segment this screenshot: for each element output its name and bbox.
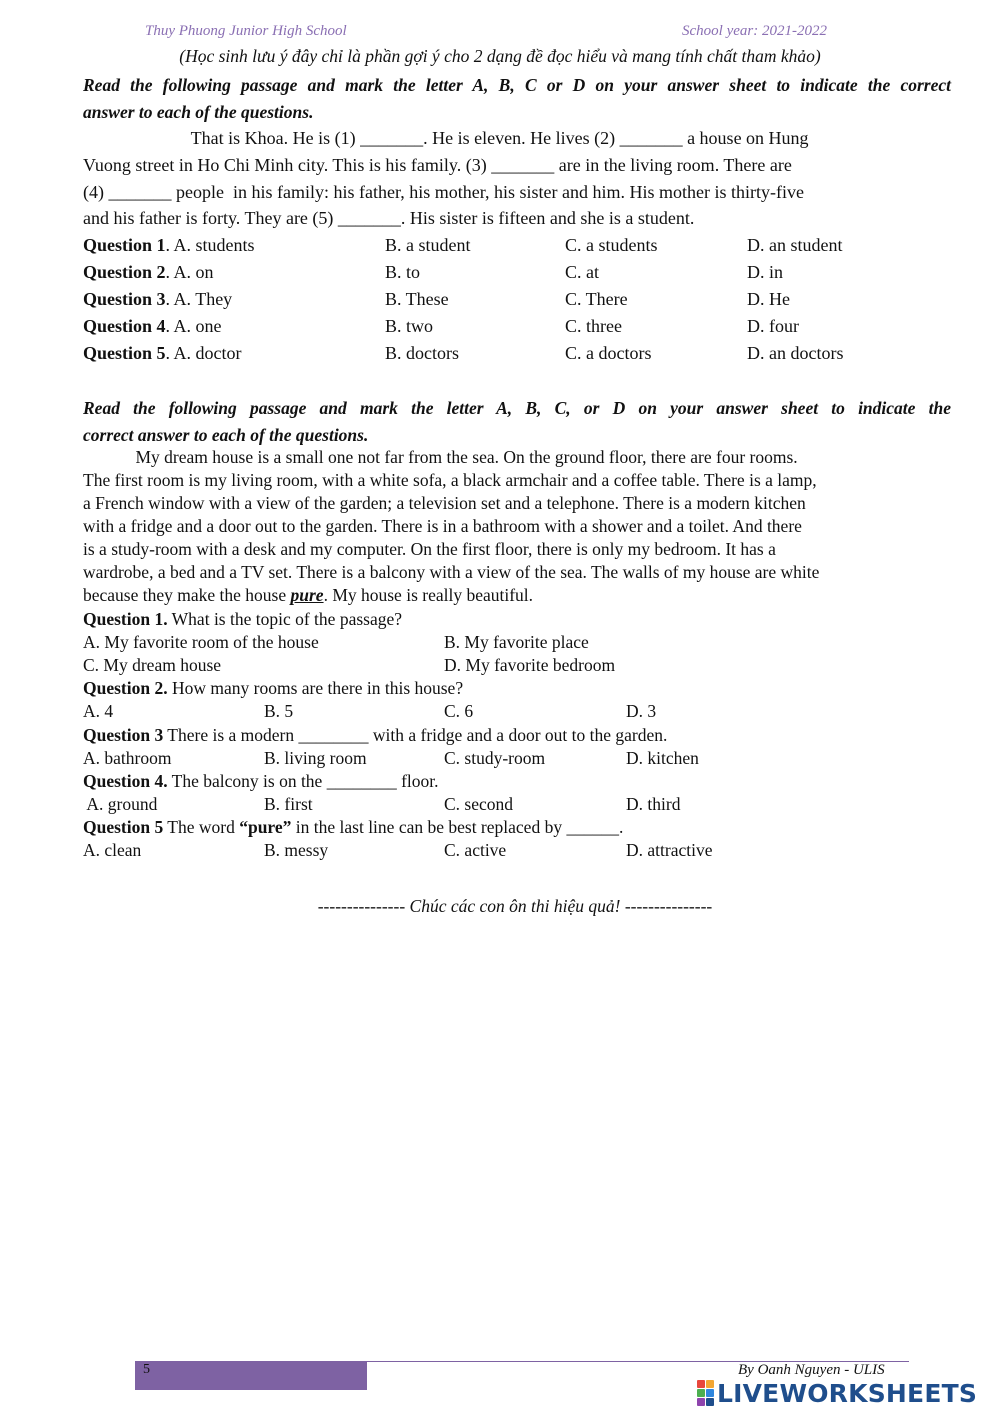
- question-row: [83, 343, 963, 367]
- option-a[interactable]: . A. one: [165, 316, 222, 336]
- school-year: School year: 2021-2022: [682, 23, 827, 39]
- option-c[interactable]: C. active: [444, 840, 507, 860]
- passage2-line: [83, 585, 533, 606]
- option-a[interactable]: A. 4: [83, 701, 114, 721]
- option-b[interactable]: B. doctors: [385, 343, 459, 363]
- option-d[interactable]: D. attractive: [626, 840, 713, 860]
- option-a[interactable]: A. bathroom: [83, 748, 172, 768]
- passage2-line: is a study-room with a desk and my computer. On the first floor, there is only my bedroom. It has a: [83, 539, 776, 559]
- passage2-line: The first room is my living room, with a white sofa, a black armchair and a coffee table. There is a lamp,: [83, 470, 817, 490]
- school-name: Thuy Phuong Junior High School: [145, 23, 347, 39]
- question-text: What is the topic of the passage?: [167, 609, 403, 629]
- question-row: [83, 289, 963, 313]
- question-stem: [83, 771, 439, 792]
- options-row: [83, 840, 963, 863]
- option-b[interactable]: B. living room: [264, 748, 367, 768]
- option-d[interactable]: D. 3: [626, 701, 657, 721]
- liveworksheets-icon: [697, 1380, 715, 1407]
- instruction-line: correct answer to each of the questions.: [83, 425, 369, 445]
- option-a[interactable]: . A. on: [165, 262, 214, 282]
- option-c[interactable]: C. at: [565, 262, 599, 282]
- option-d[interactable]: D. four: [747, 316, 799, 336]
- author-credit: By Oanh Nguyen - ULIS: [738, 1362, 885, 1378]
- instruction-line: Read the following passage and mark the letter A, B, C or D on your answer sheet to indicate the correct: [83, 75, 951, 95]
- option-a[interactable]: . A. students: [165, 235, 255, 255]
- question-stem: [83, 678, 463, 699]
- options-row: [83, 748, 963, 771]
- quoted-word: “pure”: [239, 817, 292, 837]
- passage1-line: and his father is forty. They are (5) _______. His sister is fifteen and she is a student.: [83, 208, 695, 228]
- question-label: Question 2: [83, 262, 166, 282]
- passage1-line: (4) _______ people in his family: his father, his mother, his sister and him. His mother is thirty-five: [83, 182, 804, 202]
- passage1-line: Vuong street in Ho Chi Minh city. This is his family. (3) _______ are in the living room. There are: [83, 155, 792, 175]
- section1-instruction: [83, 72, 951, 126]
- option-a[interactable]: A. My favorite room of the house: [83, 632, 319, 652]
- page-number: 5: [143, 1362, 150, 1377]
- passage2-line: with a fridge and a door out to the garden. There is in a bathroom with a shower and a toilet. And there: [83, 516, 802, 536]
- passage2-line: My dream house is a small one not far from the sea. On the ground floor, there are four rooms.: [83, 447, 798, 467]
- option-c[interactable]: C. second: [444, 794, 514, 814]
- options-row: [83, 655, 963, 678]
- closing-message: --------------- Chúc các con ôn thi hiệu quả! ---------------: [317, 896, 713, 916]
- option-c[interactable]: C. My dream house: [83, 655, 222, 675]
- option-d[interactable]: D. My favorite bedroom: [444, 655, 616, 675]
- option-c[interactable]: C. 6: [444, 701, 474, 721]
- question-label: Question 3: [83, 289, 166, 309]
- question-stem: [83, 725, 667, 746]
- option-b[interactable]: B. a student: [385, 235, 471, 255]
- passage-text: . My house is really beautiful.: [323, 585, 534, 605]
- options-row: [83, 794, 963, 817]
- passage1-line: That is Khoa. He is (1) _______. He is eleven. He lives (2) _______ a house on Hung: [83, 128, 809, 148]
- option-d[interactable]: D. third: [626, 794, 681, 814]
- option-c[interactable]: C. a students: [565, 235, 658, 255]
- option-b[interactable]: B. These: [385, 289, 449, 309]
- option-d[interactable]: D. He: [747, 289, 790, 309]
- question-row: [83, 316, 963, 340]
- question-label: Question 3: [83, 725, 164, 745]
- option-d[interactable]: D. an student: [747, 235, 843, 255]
- section2-instruction: [83, 395, 951, 449]
- option-a[interactable]: . A. They: [165, 289, 233, 309]
- option-b[interactable]: B. My favorite place: [444, 632, 589, 652]
- question-row: [83, 262, 963, 286]
- liveworksheets-logo[interactable]: [697, 1378, 977, 1408]
- question-row: [83, 235, 963, 259]
- option-b[interactable]: B. to: [385, 262, 421, 282]
- question-label: Question 1.: [83, 609, 168, 629]
- option-a[interactable]: A. ground: [83, 794, 158, 814]
- footer-bar: [135, 1361, 367, 1390]
- option-b[interactable]: B. two: [385, 316, 434, 336]
- option-b[interactable]: B. 5: [264, 701, 294, 721]
- instruction-line: answer to each of the questions.: [83, 102, 314, 122]
- option-b[interactable]: B. first: [264, 794, 313, 814]
- option-b[interactable]: B. messy: [264, 840, 329, 860]
- question-label: Question 5: [83, 817, 164, 837]
- question-label: Question 2.: [83, 678, 168, 698]
- question-label: Question 5: [83, 343, 166, 363]
- option-c[interactable]: C. There: [565, 289, 628, 309]
- question-text: The balcony is on the ________ floor.: [167, 771, 439, 791]
- question-stem: [83, 609, 402, 630]
- highlight-word-pure: pure: [290, 585, 324, 605]
- question-text: How many rooms are there in this house?: [167, 678, 464, 698]
- option-c[interactable]: C. a doctors: [565, 343, 652, 363]
- liveworksheets-wordmark: LIVEWORKSHEETS: [717, 1378, 978, 1408]
- question-label: Question 1: [83, 235, 166, 255]
- option-c[interactable]: C. study-room: [444, 748, 546, 768]
- option-d[interactable]: D. kitchen: [626, 748, 699, 768]
- passage-text: because they make the house: [83, 585, 291, 605]
- option-a[interactable]: . A. doctor: [165, 343, 242, 363]
- question-text: in the last line can be best replaced by ______.: [291, 817, 624, 837]
- question-stem: [83, 817, 623, 838]
- instruction-line: Read the following passage and mark the letter A, B, C, or D on your answer sheet to indicate the: [83, 398, 951, 418]
- options-row: [83, 701, 963, 724]
- passage2-line: a French window with a view of the garden; a television set and a telephone. There is a modern kitchen: [83, 493, 806, 513]
- note-line: (Học sinh lưu ý đây chỉ là phần gợi ý cho 2 dạng đề đọc hiểu và mang tính chất tham khảo): [179, 46, 821, 66]
- option-d[interactable]: D. an doctors: [747, 343, 844, 363]
- option-a[interactable]: A. clean: [83, 840, 142, 860]
- question-text: There is a modern ________ with a fridge and a door out to the garden.: [163, 725, 668, 745]
- question-label: Question 4.: [83, 771, 168, 791]
- question-text: The word: [163, 817, 240, 837]
- passage2-line: wardrobe, a bed and a TV set. There is a balcony with a view of the sea. The walls of my house are white: [83, 562, 820, 582]
- options-row: [83, 632, 963, 655]
- option-d[interactable]: D. in: [747, 262, 783, 282]
- option-c[interactable]: C. three: [565, 316, 622, 336]
- question-label: Question 4: [83, 316, 166, 336]
